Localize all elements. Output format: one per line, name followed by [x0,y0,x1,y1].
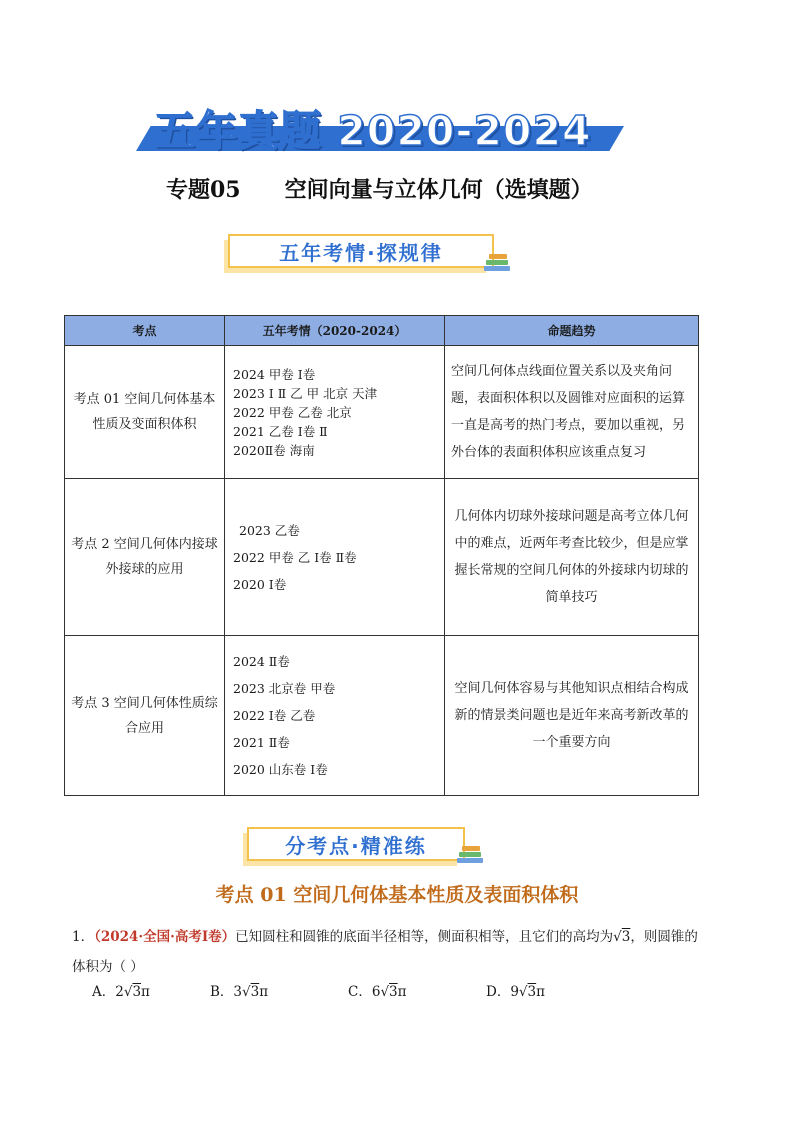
year-line: 2023 Ⅰ Ⅱ 乙 甲 北京 天津 [233,385,378,401]
point-cell: 考点 01 空间几何体基本性质及变面积体积 [65,346,225,479]
year-line: 2024 甲卷 Ⅰ卷 [233,366,316,382]
option-label: C． [348,984,372,1000]
option-a[interactable]: A．2√3π [92,984,150,1000]
trends-badge-label: 五年考情·探规律 [279,240,443,265]
year-line: 2024 Ⅱ卷 [233,654,290,669]
year-line: 2020 Ⅰ卷 [233,576,287,592]
topic-subtitle [166,173,593,204]
radicand: 3 [621,929,631,945]
title-banner [136,96,626,154]
point-cell: 考点 3 空间几何体性质综合应用 [65,636,225,796]
practice-badge [247,827,465,861]
years-cell [225,346,445,479]
option-label: B． [210,984,234,1000]
question-stem-cont: ，则圆锥的 [630,929,698,945]
sqrt-symbol: √3 [613,929,631,945]
option-pi: π [397,984,407,1000]
option-pi: π [536,984,545,1000]
banner-title: 五年真题 2020-2024 [154,107,592,155]
year-line: 2021 乙卷 Ⅰ卷 Ⅱ [233,423,328,439]
option-label: A． [92,984,116,1000]
option-radicand: 3 [132,984,142,1000]
option-radicand: 3 [250,984,260,1000]
topic-name: 空间向量与立体几何（选填题） [284,177,593,203]
year-line: 2020Ⅱ卷 海南 [233,442,315,458]
trend-cell: 空间几何体点线面位置关系以及夹角问题，表面积体积以及圆锥对应面积的运算一直是高考的热门考点，要加以重视，另外台体的表面积体积应该重点复习 [445,346,699,479]
table-row [65,479,699,636]
point-cell: 考点 2 空间几何体内接球外接球的应用 [65,479,225,636]
year-line: 2023 北京卷 甲卷 [233,681,336,696]
option-d[interactable]: D．9√3π [486,984,545,1000]
option-coef: 2 [115,984,124,1000]
question-stem-end: 体积为（ ） [72,959,144,975]
years-cell [225,636,445,796]
trend-cell: 空间几何体容易与其他知识点相结合构成新的情景类问题也是近年来高考新改革的一个重要方向 [445,636,699,796]
exam-trend-table [64,315,699,796]
question-stem: 已知圆柱和圆锥的底面半径相等，侧面积相等，且它们的高均为 [235,929,614,945]
practice-badge-label: 分考点·精准练 [285,833,427,858]
table-header-row [65,316,699,346]
year-line: 2021 Ⅱ卷 [233,735,290,750]
years-cell [225,479,445,636]
option-b[interactable]: B．3√3π [210,984,269,1000]
question-source: （2024·全国·高考Ⅰ卷） [94,929,236,945]
header-trend: 命题趋势 [445,316,699,346]
books-icon [484,254,510,274]
header-point: 考点 [65,316,225,346]
trend-cell: 几何体内切球外接球问题是高考立体几何中的难点，近两年考查比较少，但是应掌握长常规的空间几何体的外接球内切球的简单技巧 [445,479,699,636]
option-label: D． [486,984,511,1000]
option-coef: 9 [510,984,519,1000]
option-pi: π [259,984,269,1000]
section-title: 考点 01 空间几何体基本性质及表面积体积 [215,884,579,906]
trends-badge [228,234,494,268]
question-1 [72,922,732,982]
header-years: 五年考情（2020-2024） [225,316,445,346]
year-line: 2023 乙卷 [239,522,300,538]
year-line: 2022 甲卷 乙 Ⅰ卷 Ⅱ卷 [233,549,357,565]
option-pi: π [141,984,150,1000]
option-radicand: 3 [389,984,398,1000]
option-coef: 3 [233,984,243,1000]
option-c[interactable]: C．6√3π [348,984,407,1000]
table-row [65,636,699,796]
topic-number: 专题05 [166,177,241,203]
year-line: 2020 山东卷 Ⅰ卷 [233,762,328,777]
books-icon [457,846,483,866]
year-line: 2022 Ⅰ卷 乙卷 [233,708,316,723]
table-row [65,346,699,479]
option-radicand: 3 [527,984,537,1000]
question-number: 1． [72,929,95,945]
option-coef: 6 [371,984,381,1000]
year-line: 2022 甲卷 乙卷 北京 [233,404,352,420]
